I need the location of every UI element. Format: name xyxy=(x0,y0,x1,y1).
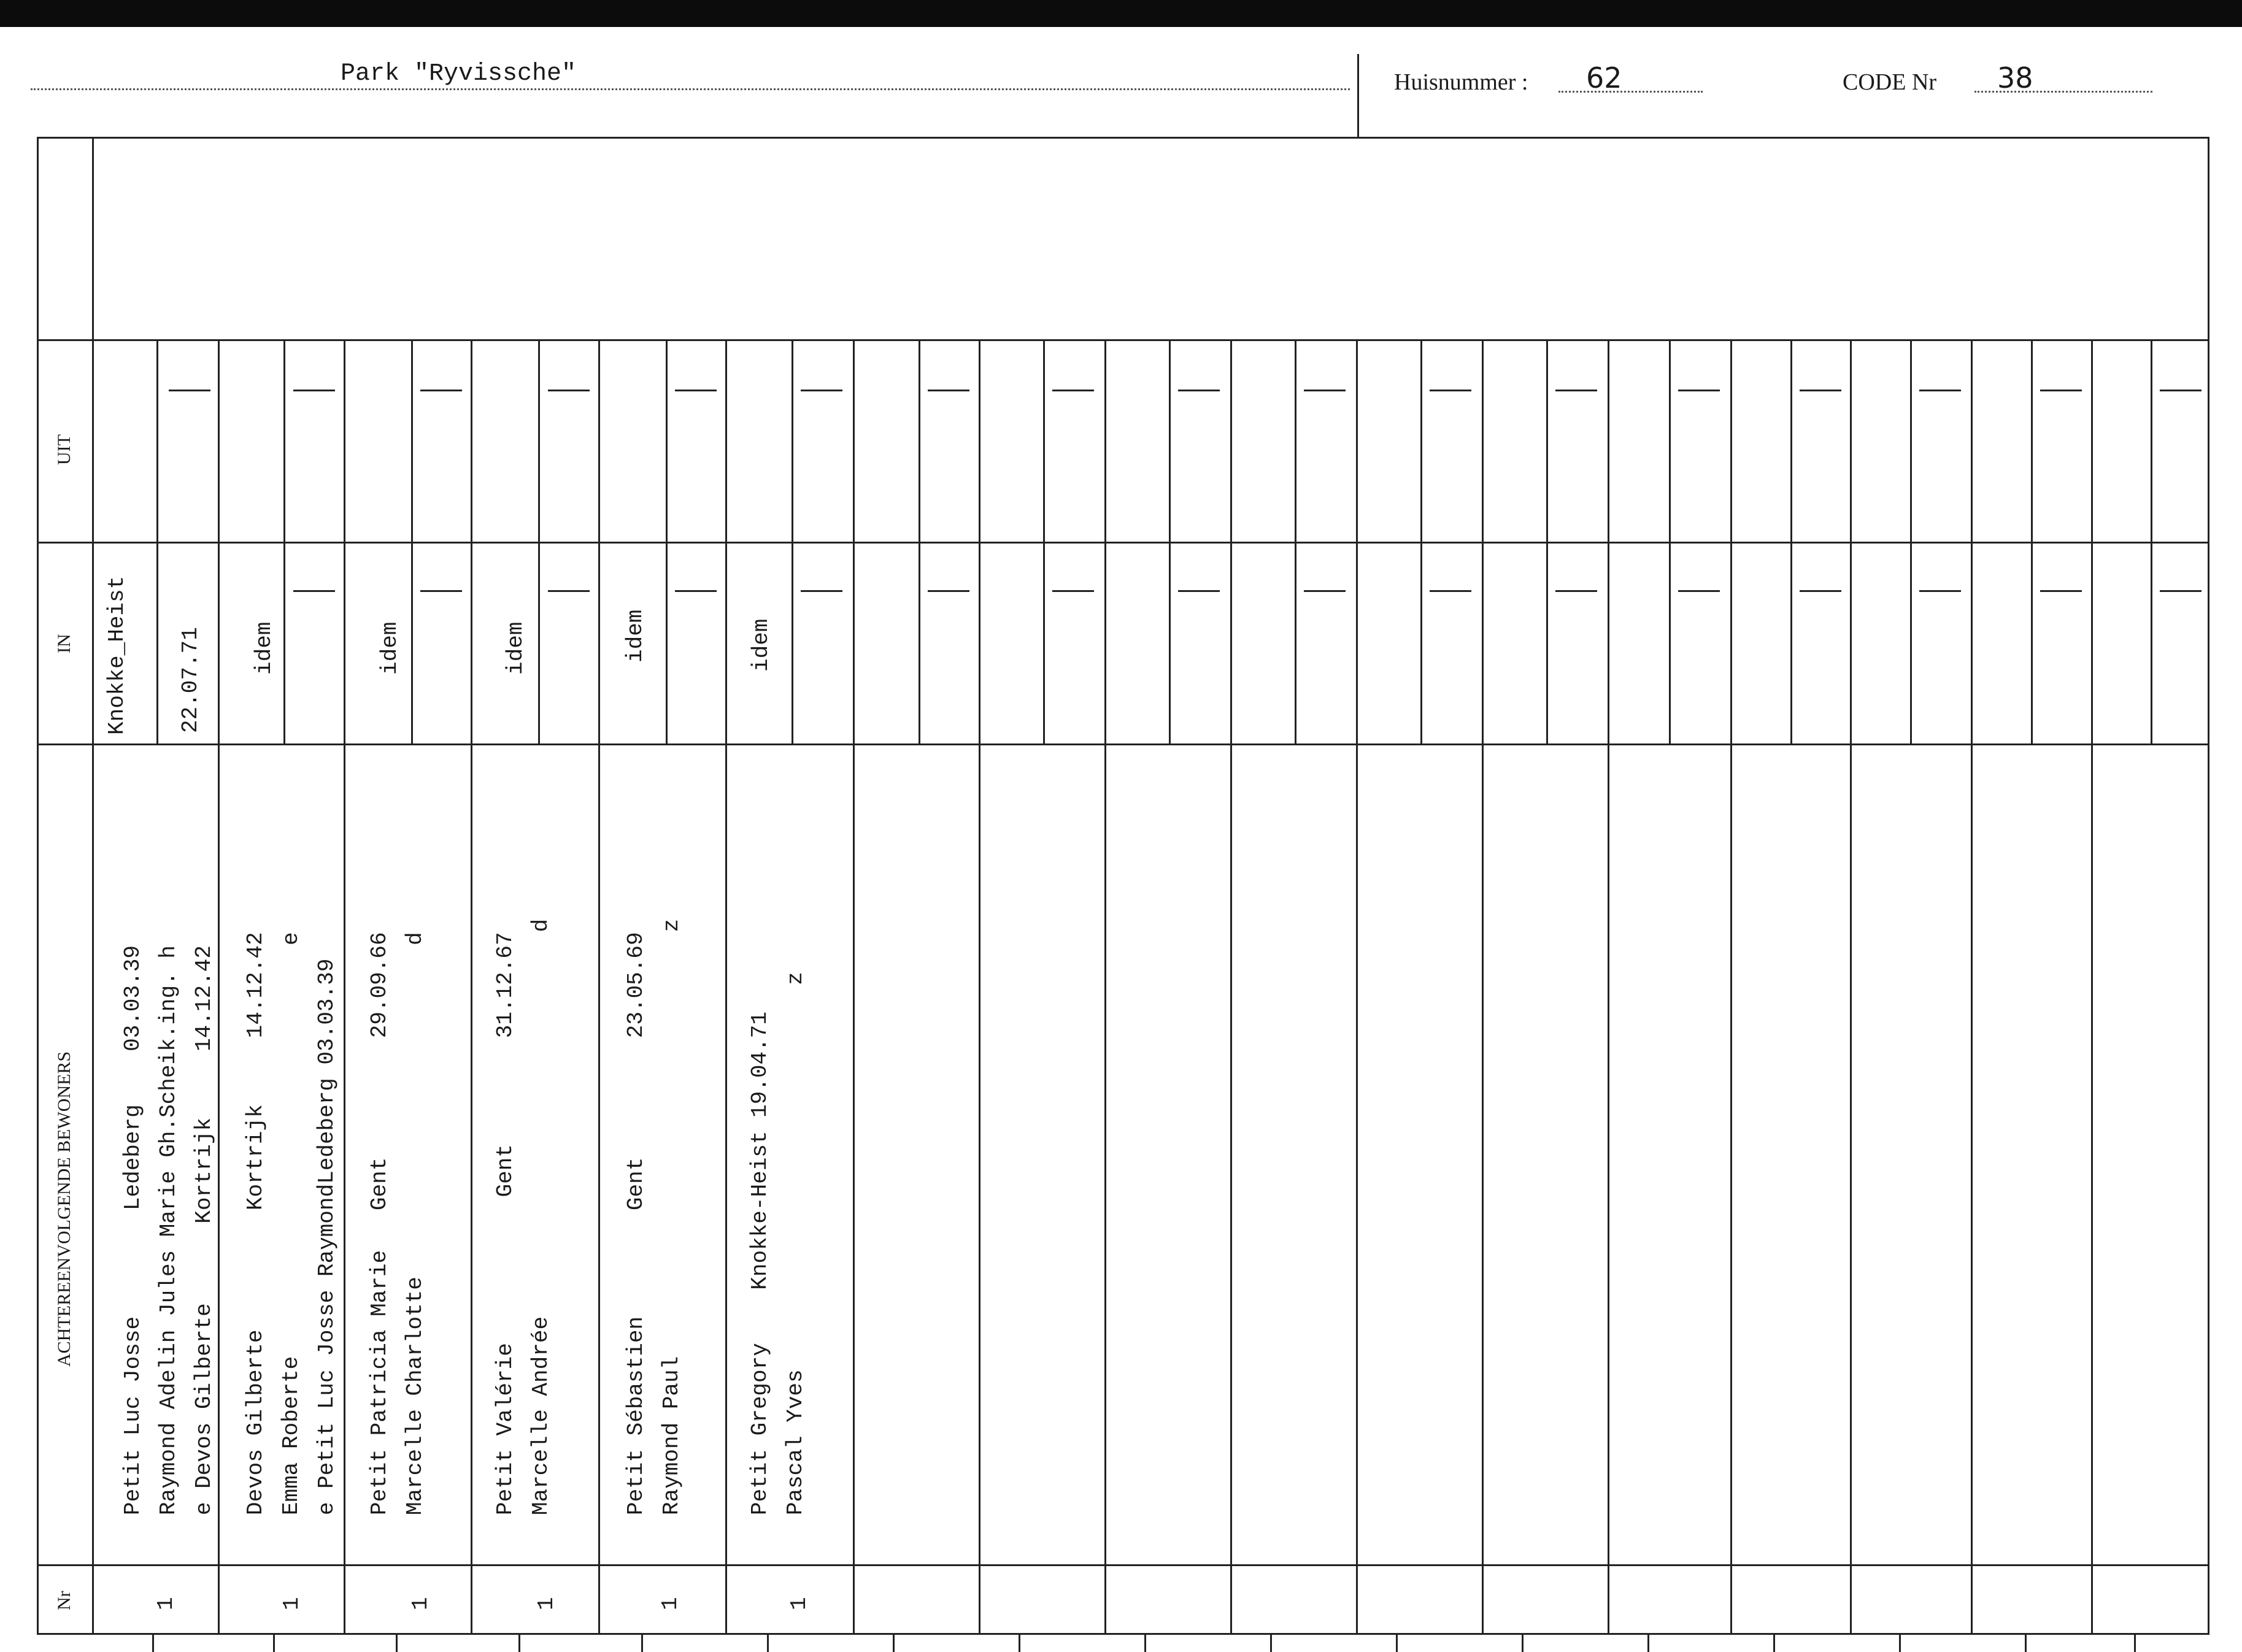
code-label: CODE Nr xyxy=(1843,69,1937,95)
huisnummer-value: 62 xyxy=(1586,61,1622,94)
bottom-tick xyxy=(1396,1635,1398,1652)
sub-column-separator xyxy=(2031,339,2033,744)
code-dotted-line xyxy=(1974,91,2152,93)
bottom-tick xyxy=(1144,1635,1146,1652)
in-dash xyxy=(1800,590,1841,592)
sub-column-separator xyxy=(792,339,793,744)
sub-column-separator xyxy=(1546,339,1548,744)
resident-line: Devos Gilberte Kortrijk 14.12.42 xyxy=(243,932,268,1515)
nr-value: 1 xyxy=(534,1597,559,1610)
resident-entry xyxy=(618,919,690,1515)
in-dash xyxy=(1052,590,1094,592)
in-dash xyxy=(1919,590,1961,592)
resident-entry xyxy=(362,932,433,1515)
section-divider-uit xyxy=(37,339,2209,341)
huisnummer-label: Huisnummer : xyxy=(1394,69,1528,95)
resident-line: Marcelle Andrée d xyxy=(528,918,553,1515)
in-label: IN xyxy=(54,634,74,653)
resident-entry xyxy=(488,919,559,1515)
column-separator xyxy=(1230,339,1232,1635)
resident-line: Petit Valérie Gent 31.12.67 xyxy=(493,932,518,1515)
uit-dash xyxy=(1430,390,1471,391)
column-separator xyxy=(598,339,600,1635)
resident-entry xyxy=(115,945,222,1515)
uit-dash xyxy=(928,390,969,391)
sub-column-separator xyxy=(1790,339,1792,744)
uit-dash xyxy=(293,390,335,391)
in-dash xyxy=(1555,590,1597,592)
bottom-tick xyxy=(1270,1635,1272,1652)
section-divider-in xyxy=(37,542,2209,544)
huisnummer-dotted-line xyxy=(1558,91,1703,93)
uit-dash xyxy=(548,390,590,391)
resident-line: e Devos Gilberte Kortrijk 14.12.42 xyxy=(191,945,217,1515)
bottom-tick xyxy=(396,1635,398,1652)
bottom-tick xyxy=(1647,1635,1649,1652)
resident-line: Petit Sébastien Gent 23.05.69 xyxy=(623,932,649,1515)
nr-label: Nr xyxy=(54,1591,74,1610)
resident-line: Petit Luc Josse Ledeberg 03.03.39 xyxy=(120,945,145,1515)
bottom-tick xyxy=(152,1635,154,1652)
column-separator xyxy=(725,339,727,1635)
sub-column-separator xyxy=(156,542,158,744)
code-value: 38 xyxy=(1997,61,2033,94)
uit-dash xyxy=(1555,390,1597,391)
nr-value: 1 xyxy=(153,1597,179,1610)
in-idem: idem xyxy=(503,621,528,675)
bottom-tick xyxy=(641,1635,643,1652)
bottom-tick xyxy=(767,1635,769,1652)
column-separator xyxy=(471,339,472,1635)
sub-column-separator xyxy=(283,339,285,744)
column-separator xyxy=(1608,339,1609,1635)
bottom-tick xyxy=(518,1635,520,1652)
resident-line: Pascal Yves z xyxy=(783,972,808,1515)
in-idem: idem xyxy=(252,621,277,675)
bottom-tick xyxy=(1899,1635,1901,1652)
uit-dash xyxy=(801,390,842,391)
uit-dash xyxy=(1678,390,1720,391)
in-dash xyxy=(801,590,842,592)
uit-dash xyxy=(420,390,462,391)
resident-line: Petit Patricia Marie Gent 29.09.66 xyxy=(367,932,392,1515)
column-separator xyxy=(853,339,855,1635)
bottom-tick xyxy=(893,1635,895,1652)
uit-dash xyxy=(1919,390,1961,391)
nr-value: 1 xyxy=(408,1597,433,1610)
sub-column-separator xyxy=(666,339,668,744)
column-separator xyxy=(1730,339,1732,1635)
resident-line: Emma Roberte e xyxy=(279,932,304,1515)
column-separator xyxy=(1850,339,1852,1635)
bottom-tick xyxy=(1019,1635,1020,1652)
scan-top-border xyxy=(0,0,2242,27)
sub-column-separator xyxy=(1669,339,1671,744)
nr-value: 1 xyxy=(279,1597,304,1610)
nr-value: 1 xyxy=(787,1597,812,1610)
uit-dash xyxy=(1052,390,1094,391)
resident-line: Petit Gregory Knokke-Heist 19.04.71 xyxy=(747,1012,772,1515)
uit-label: UIT xyxy=(54,434,74,465)
section-divider-bewoners xyxy=(37,743,2209,745)
sub-column-separator xyxy=(1043,339,1045,744)
column-separator xyxy=(1482,339,1484,1635)
resident-line: Raymond Paul z xyxy=(659,918,684,1515)
park-dotted-line xyxy=(31,88,1350,90)
bottom-tick xyxy=(2025,1635,2027,1652)
uit-dash xyxy=(2160,390,2202,391)
resident-line: Raymond Adelin Jules Marie Gh.Scheik.ing. h xyxy=(156,945,181,1515)
column-separator xyxy=(979,339,980,1635)
sub-column-separator xyxy=(411,339,413,744)
uit-dash xyxy=(2040,390,2082,391)
in-dash xyxy=(1430,590,1471,592)
sub-column-separator xyxy=(156,339,158,542)
sub-column-separator xyxy=(1910,339,1912,744)
sub-column-separator xyxy=(2151,339,2152,744)
resident-line: Marcelle Charlotte d xyxy=(403,932,428,1515)
in-idem: idem xyxy=(377,621,403,675)
resident-line: e Petit Luc Josse RaymondLedeberg 03.03.39 xyxy=(314,958,339,1515)
frame-left xyxy=(37,137,39,1635)
column-separator xyxy=(1104,339,1106,1635)
bottom-tick xyxy=(2134,1635,2136,1652)
sub-column-separator xyxy=(538,339,540,744)
frame-top xyxy=(37,137,2209,139)
nr-value: 1 xyxy=(658,1597,683,1610)
sub-column-separator xyxy=(1169,339,1171,744)
in-dash xyxy=(2160,590,2202,592)
bottom-tick xyxy=(273,1635,275,1652)
resident-entry xyxy=(238,932,345,1515)
column-separator xyxy=(2091,339,2093,1635)
in-dash xyxy=(1678,590,1720,592)
in-dash xyxy=(1304,590,1346,592)
in-idem: idem xyxy=(749,618,774,672)
in-dash xyxy=(420,590,462,592)
column-separator xyxy=(1356,339,1358,1635)
uit-dash xyxy=(1304,390,1346,391)
uit-dash xyxy=(1800,390,1841,391)
resident-entry xyxy=(742,972,814,1515)
in-dash xyxy=(293,590,335,592)
bottom-tick xyxy=(1522,1635,1524,1652)
park-name: Park "Ryvissche" xyxy=(341,60,577,88)
in-dash xyxy=(675,590,717,592)
frame-right xyxy=(2208,137,2209,1635)
in-place: Knokke_Heist xyxy=(104,575,129,735)
in-dash xyxy=(2040,590,2082,592)
uit-dash xyxy=(675,390,717,391)
sub-column-separator xyxy=(1295,339,1296,744)
in-dash xyxy=(928,590,969,592)
in-date: 22.07.71 xyxy=(178,627,203,733)
header-divider xyxy=(1357,54,1359,137)
label-column-divider xyxy=(92,137,94,1635)
sub-column-separator xyxy=(1420,339,1422,744)
in-dash xyxy=(1178,590,1220,592)
in-dash xyxy=(548,590,590,592)
sub-column-separator xyxy=(919,339,920,744)
in-idem: idem xyxy=(623,609,648,663)
section-divider-nr xyxy=(37,1564,2209,1566)
column-separator xyxy=(1971,339,1973,1635)
frame-bottom xyxy=(37,1633,2209,1635)
bewoners-label: ACHTEREENVOLGENDE BEWONERS xyxy=(54,1051,74,1367)
bottom-tick xyxy=(1773,1635,1775,1652)
uit-dash xyxy=(1178,390,1220,391)
uit-dash xyxy=(169,390,210,391)
